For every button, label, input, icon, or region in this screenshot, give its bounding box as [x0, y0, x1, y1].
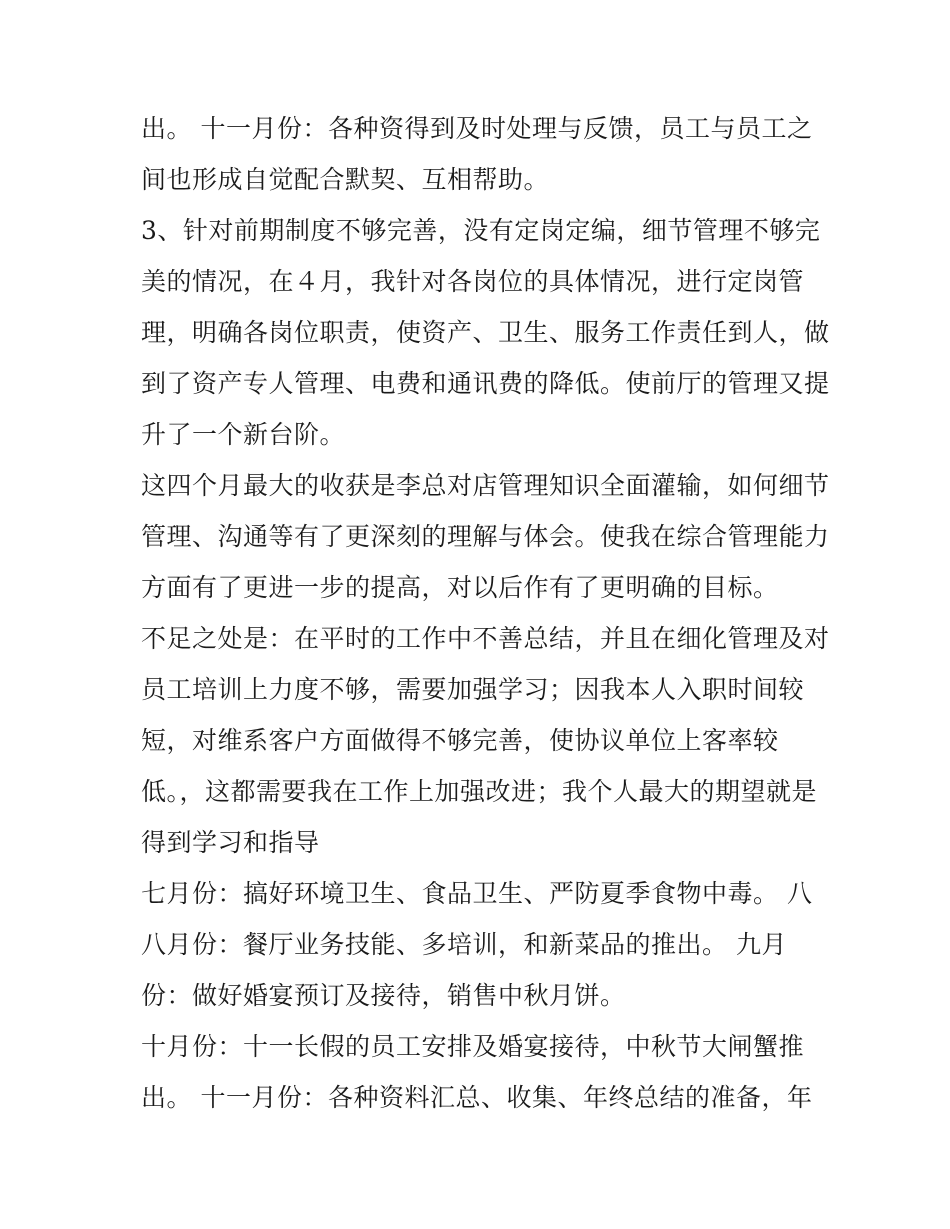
- text-line: 出。 十一月份：各种资料汇总、收集、年终总结的准备，年: [141, 1083, 813, 1112]
- text-line: 低。，这都需要我在工作上加强改进；我个人最大的期望就是: [141, 777, 818, 806]
- text-line: 升了一个新台阶。: [141, 420, 346, 449]
- text-line: 短，对维系客户方面做得不够完善，使协议单位上客率较: [141, 726, 779, 755]
- text-line: 八月份：餐厅业务技能、多培训，和新菜品的推出。 九月: [141, 930, 787, 959]
- text-line: 到了资产专人管理、电费和通讯费的降低。使前厅的管理又提: [141, 369, 830, 398]
- text-line: 十月份：十一长假的员工安排及婚宴接待，中秋节大闸蟹推: [141, 1032, 805, 1061]
- text-line: 员工培训上力度不够，需要加强学习；因我本人入职时间较: [141, 675, 805, 704]
- text-line: 管理、沟通等有了更深刻的理解与体会。使我在综合管理能力: [141, 522, 830, 551]
- text-line: 份：做好婚宴预订及接待，销售中秋月饼。: [141, 981, 626, 1010]
- document-body: [141, 103, 831, 1123]
- text-line: 得到学习和指导: [141, 828, 320, 857]
- text-line: 间也形成自觉配合默契、互相帮助。: [141, 165, 550, 194]
- text-line: 美的情况，在４月，我针对各岗位的具体情况，进行定岗管: [141, 267, 805, 296]
- text-line: 方面有了更进一步的提高，对以后作有了更明确的目标。: [141, 573, 779, 602]
- text-line: 3、针对前期制度不够完善，没有定岗定编，细节管理不够完: [141, 216, 821, 245]
- text-line: 理，明确各岗位职责，使资产、卫生、服务工作责任到人，做: [141, 318, 830, 347]
- text-line: 不足之处是：在平时的工作中不善总结，并且在细化管理及对: [141, 624, 830, 653]
- text-line: 出。 十一月份：各种资得到及时处理与反馈，员工与员工之: [141, 114, 813, 143]
- text-line: 七月份：搞好环境卫生、食品卫生、严防夏季食物中毒。 八: [141, 879, 813, 908]
- text-line: 这四个月最大的收获是李总对店管理知识全面灌输，如何细节: [141, 471, 830, 500]
